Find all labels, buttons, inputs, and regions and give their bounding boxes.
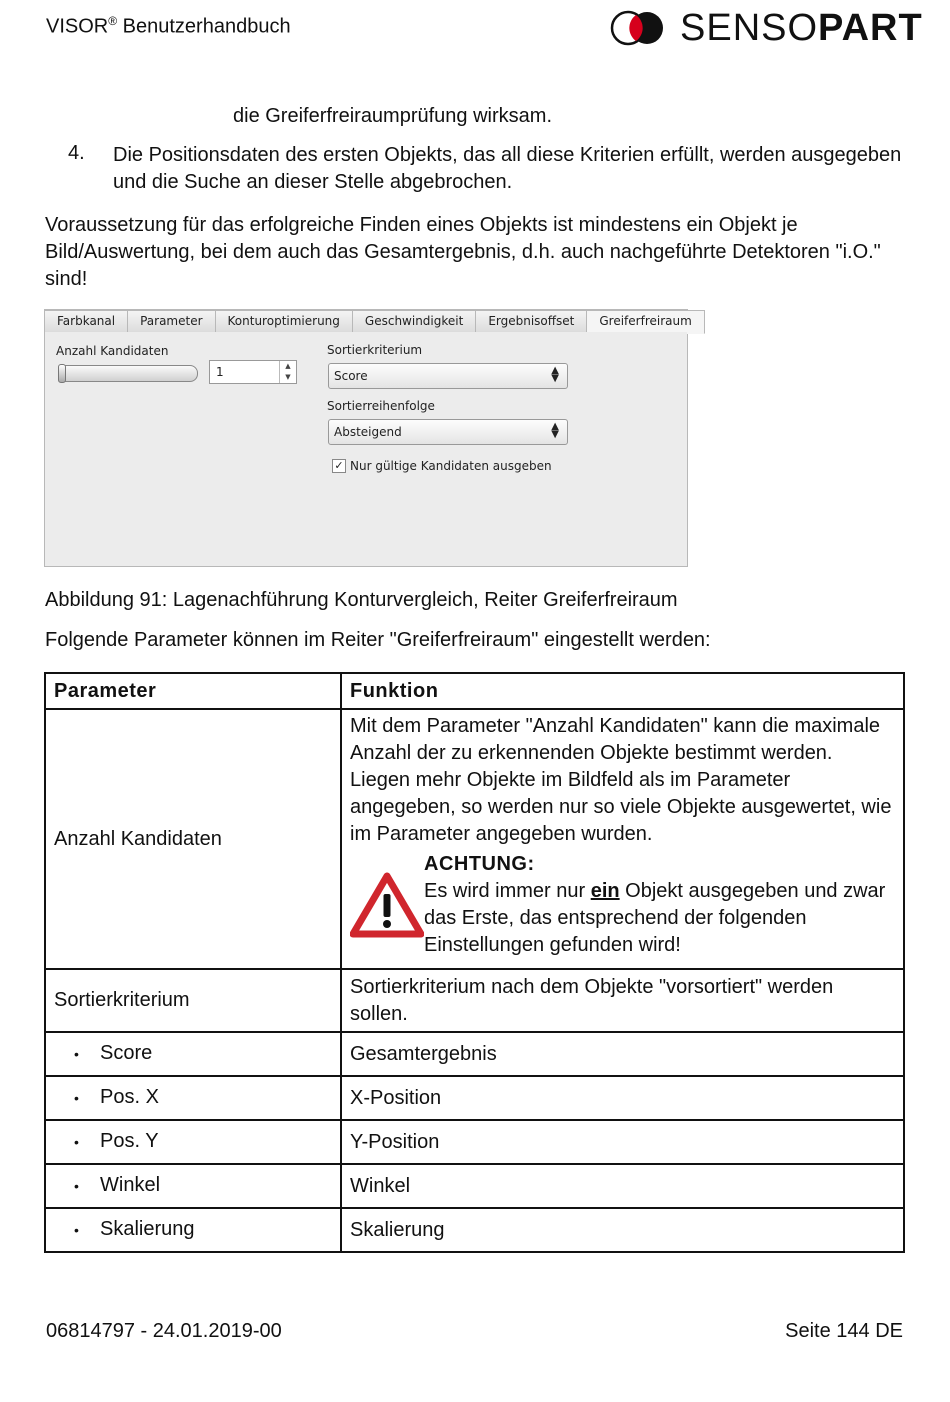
sortierkriterium-value: Score (334, 369, 368, 383)
param-cell: • Pos. Y (45, 1120, 341, 1164)
tab-greiferfreiraum[interactable]: Greiferfreiraum (587, 310, 704, 334)
warning-text: ACHTUNG: Es wird immer nur ein Objekt ausgegeben und zwar das Erste, das entsprechend der folgenden Einstellungen gefunden wird! (424, 853, 886, 956)
func-cell: Mit dem Parameter "Anzahl Kandidaten" kann die maximale Anzahl der zu erkennenden Objekte bestimmt werden. Liegen mehr Objekte im Bildfeld als im Parameter angegeben, so werden nur so viele Objekte ausgewertet, wie im Parameter angegeben wurden. ACHTUNG: Es wird immer nur ein Objekt ausgegeben und zwar das Erste, das entsprechend der folgenden Einstellungen gefunden wird! (341, 709, 904, 969)
spin-down-icon[interactable]: ▼ (285, 373, 291, 381)
tab-parameter[interactable]: Parameter (128, 310, 215, 333)
document-id: 06814797 - 24.01.2019-00 (46, 1320, 282, 1342)
table-row (45, 1076, 904, 1120)
table-row (45, 1164, 904, 1208)
greiferfreiraum-settings-panel (44, 309, 692, 567)
page-number: Seite 144 DE (785, 1320, 903, 1342)
tab-farbkanal[interactable]: Farbkanal (45, 310, 128, 333)
header-funktion: Funktion (341, 673, 904, 709)
table-header-row (45, 673, 904, 709)
sortierkriterium-label: Sortierkriterium (327, 343, 423, 357)
sortierreihenfolge-value: Absteigend (334, 425, 402, 439)
anzahl-kandidaten-spinbox[interactable] (209, 360, 297, 384)
param-cell: • Skalierung (45, 1208, 341, 1252)
figure-caption: Abbildung 91: Lagenachführung Konturvergleich, Reiter Greiferfreiraum (45, 589, 678, 611)
warning-title: ACHTUNG: (424, 853, 535, 875)
tab-konturoptimierung[interactable]: Konturoptimierung (216, 310, 353, 333)
checkmark-icon: ✓ (334, 459, 344, 472)
sortierreihenfolge-label: Sortierreihenfolge (327, 399, 435, 413)
tab-bar (45, 310, 705, 332)
spin-up-icon[interactable]: ▲ (285, 362, 291, 370)
sensopart-logo: SENSOPART (610, 8, 923, 48)
sortierkriterium-select[interactable] (328, 363, 568, 389)
param-cell: Sortierkriterium (45, 969, 341, 1032)
list-item-text: Die Positionsdaten des ersten Objekts, das all diese Kriterien erfüllt, werden ausgegeben und die Suche an dieser Stelle abgebrochen. (113, 144, 902, 193)
table-row (45, 1120, 904, 1164)
table-row (45, 969, 904, 1032)
warning-triangle-icon (350, 872, 424, 938)
slider-thumb[interactable] (58, 364, 66, 383)
continuation-text: die Greiferfreiraumprüfung wirksam. (233, 105, 552, 127)
warning-box (350, 851, 895, 959)
table-row (45, 1208, 904, 1252)
select-arrows-icon: ▲ ▼ (551, 421, 559, 440)
anzahl-kandidaten-label: Anzahl Kandidaten (56, 344, 169, 358)
param-cell: Anzahl Kandidaten (45, 709, 341, 969)
tab-geschwindigkeit[interactable]: Geschwindigkeit (353, 310, 476, 333)
nur-gueltige-checkbox[interactable] (332, 459, 346, 473)
func-cell: X-Position (341, 1076, 904, 1120)
anzahl-kandidaten-slider[interactable] (58, 365, 198, 382)
param-cell: • Winkel (45, 1164, 341, 1208)
func-cell: Winkel (341, 1164, 904, 1208)
param-cell: • Pos. X (45, 1076, 341, 1120)
logo-mark-icon (610, 10, 666, 46)
func-cell: Skalierung (341, 1208, 904, 1252)
tab-content (45, 332, 687, 566)
table-row (45, 709, 904, 969)
func-cell: Sortierkriterium nach dem Objekte "vorsortiert" werden sollen. (341, 969, 904, 1032)
nur-gueltige-label: Nur gültige Kandidaten ausgeben (350, 459, 552, 473)
parameter-table (44, 672, 905, 1253)
requirement-paragraph: Voraussetzung für das erfolgreiche Finden eines Objekts ist mindestens ein Objekt je Bild/Auswertung, bei dem auch das Gesamtergebnis, d.h. auch nachgeführte Detektoren "i.O." sind! (45, 214, 881, 290)
list-number: 4. (68, 142, 85, 164)
header-parameter: Parameter (45, 673, 341, 709)
tab-ergebnisoffset[interactable]: Ergebnisoffset (476, 310, 587, 333)
spinbox-value: 1 (216, 365, 224, 379)
document-title: VISOR® Benutzerhandbuch (46, 14, 291, 38)
func-cell: Y-Position (341, 1120, 904, 1164)
table-row (45, 1032, 904, 1076)
sortierreihenfolge-select[interactable] (328, 419, 568, 445)
table-intro: Folgende Parameter können im Reiter "Greiferfreiraum" eingestellt werden: (45, 629, 711, 651)
select-arrows-icon: ▲ ▼ (551, 365, 559, 384)
func-cell: Gesamtergebnis (341, 1032, 904, 1076)
param-cell: • Score (45, 1032, 341, 1076)
